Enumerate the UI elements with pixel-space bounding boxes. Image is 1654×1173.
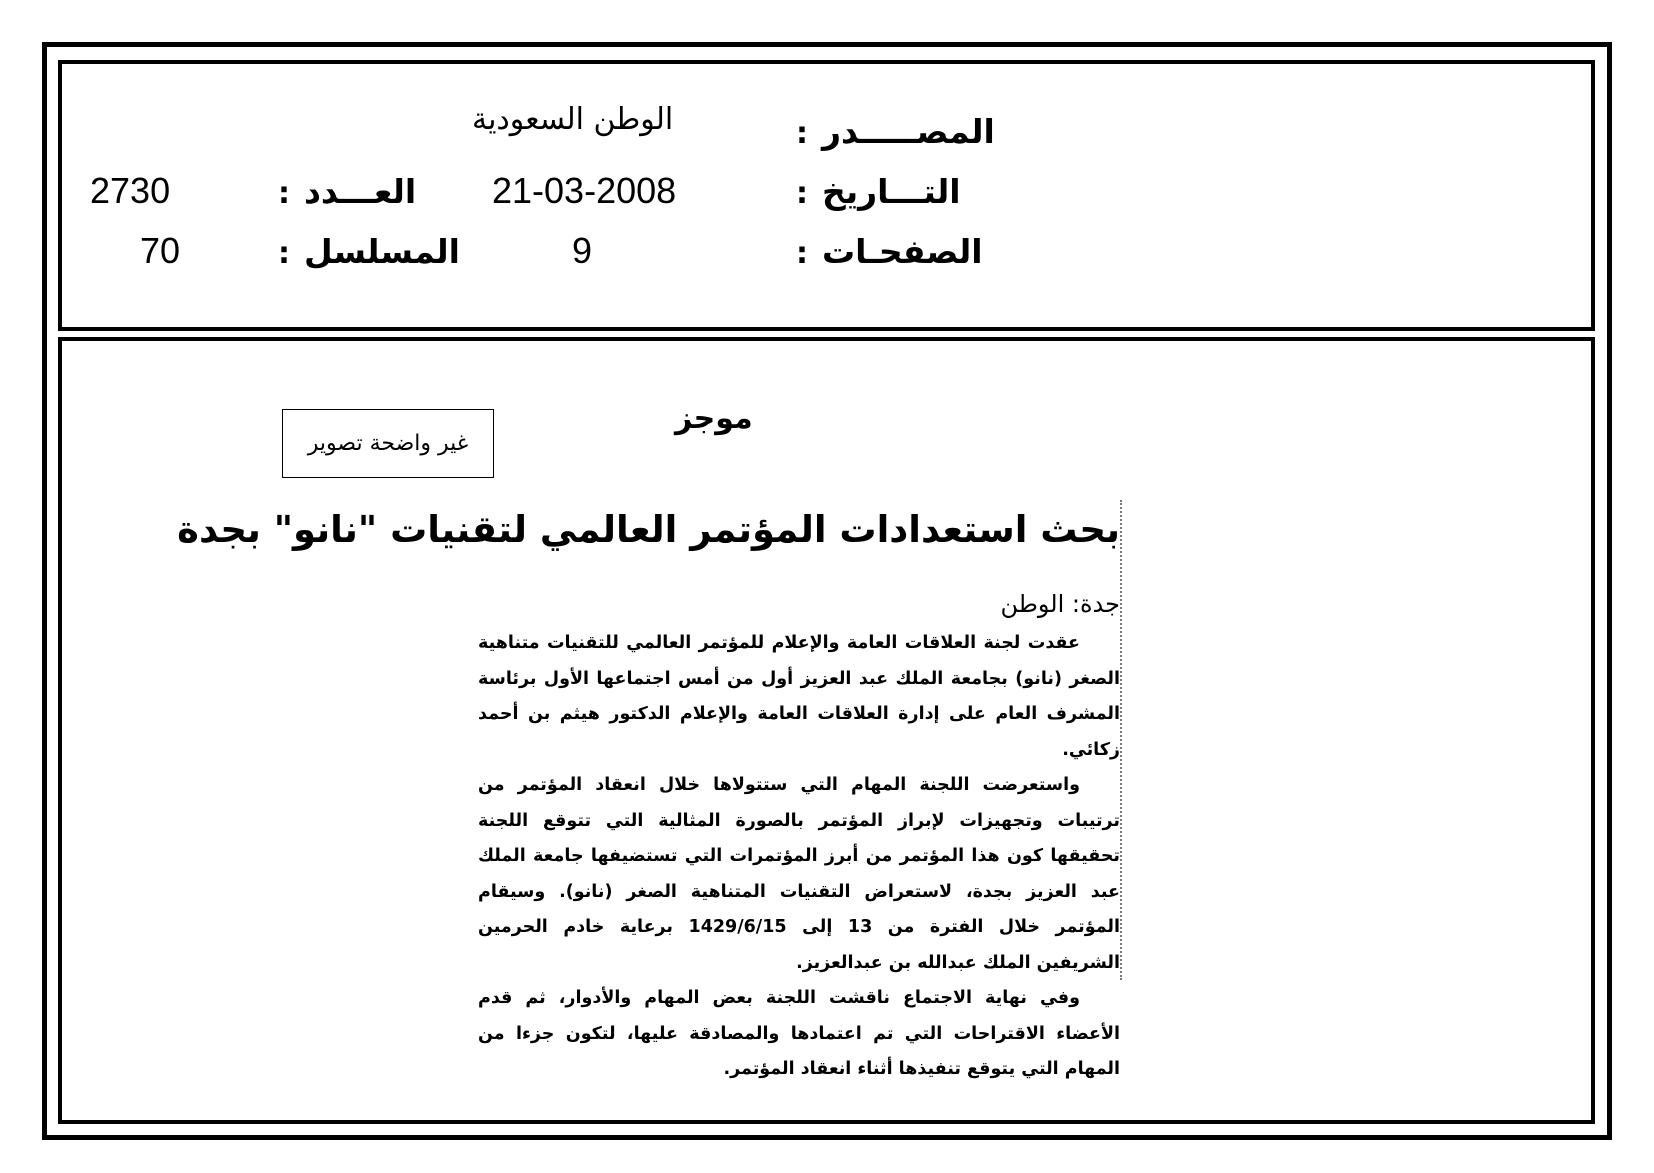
article-paragraph: وفي نهاية الاجتماع ناقشت اللجنة بعض المهام والأدوار، ثم قدم الأعضاء الاقتراحات التي تم اعتمادها والمصادقة عليها، لتكون جزءا من المهام التي يتوقع تنفيذها أثناء انعقاد المؤتمر. — [478, 988, 1120, 1079]
serial-value: 70 — [140, 230, 181, 271]
source-colon: : — [796, 116, 808, 151]
section-title: موجز — [675, 401, 753, 436]
article-headline: بحث استعدادات المؤتمر العالمي لتقنيات "نانو" بجدة — [177, 508, 1120, 551]
date-label: التـــاريخ — [822, 172, 961, 211]
pages-colon: : — [796, 236, 808, 271]
article-paragraph: واستعرضت اللجنة المهام التي ستتولاها خلال انعقاد المؤتمر من ترتيبات وتجهيزات لإبراز المؤتمر بالصورة المثالية التي تتوقع اللجنة تحقيقها كون هذا المؤتمر من أبرز المؤتمرات التي تستضيفها جامعة الملك عبد العزيز بجدة، لاستعراض التقنيات المتناهية الصغر (نانو). وسيقام المؤتمر خلال الفترة من 13 إلى 1429/6/15 برعاية خادم الحرمين الشريفين الملك عبدالله بن عبدالعزيز. — [478, 775, 1120, 973]
article-paragraph: عقدت لجنة العلاقات العامة والإعلام للمؤتمر العالمي للتقنيات متناهية الصغر (نانو) بجامعة الملك عبد العزيز أول من أمس اجتماعها الأول برئاسة المشرف العام على إدارة العلاقات العامة والإعلام الدكتور هيثم بن أحمد زكائي. — [478, 633, 1120, 760]
source-label: المصـــــدر — [822, 112, 995, 151]
serial-label: المسلسل — [304, 232, 460, 271]
clipping-edge — [1120, 500, 1122, 980]
unclear-copy-stamp: غير واضحة تصوير — [282, 409, 494, 478]
serial-colon: : — [278, 236, 290, 271]
pages-value: 9 — [572, 230, 593, 271]
issue-label: العـــدد — [304, 172, 417, 211]
article-body — [478, 626, 1120, 1088]
article-byline: جدة: الوطن — [1000, 590, 1120, 618]
date-value: 21-03-2008 — [492, 170, 677, 211]
date-colon: : — [796, 176, 808, 211]
source-value: الوطن السعودية — [472, 102, 674, 137]
pages-label: الصفحـات — [822, 232, 983, 271]
issue-value: 2730 — [90, 170, 171, 211]
issue-colon: : — [278, 176, 290, 211]
